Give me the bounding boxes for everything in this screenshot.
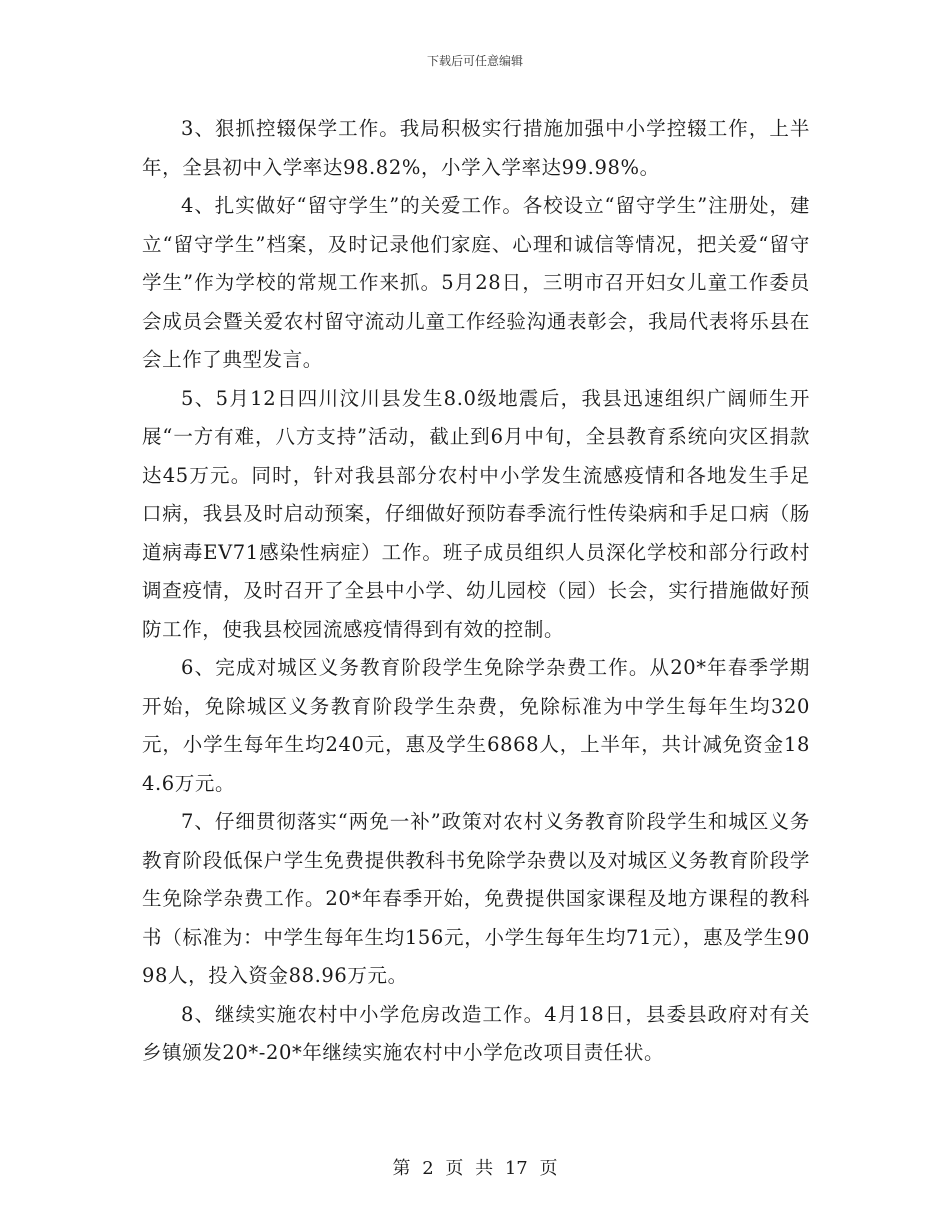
- header-note: 下载后可任意编辑: [426, 54, 523, 68]
- paragraph-item-5: 5、5月12日四川汶川县发生8.0级地震后，我县迅速组织广阔师生开展“一方有难，八方支持”活动，截止到6月中旬，全县教育系统向灾区捐款达45万元。同时，针对我县部分农村中小学发生流感疫情和各地发生手足口病，我县及时启动预案，仔细做好预防春季流行性传染病和手足口病（肠道病毒EV71感染性病症）工作。班子成员组织人员深化学校和部分行政村调查疫情，及时召开了全县中小学、幼儿园校（园）长会，实行措施做好预防工作，使我县校园流感疫情得到有效的控制。: [142, 386, 810, 641]
- paragraph-item-3: 3、狠抓控辍保学工作。我局积极实行措施加强中小学控辍工作，上半年，全县初中入学率达98.82%，小学入学率达99.98%。: [142, 117, 810, 179]
- paragraph-item-4: 4、扎实做好“留守学生”的关爱工作。各校设立“留守学生”注册处，建立“留守学生”档案，及时记录他们家庭、心理和诚信等情况，把关爱“留守学生”作为学校的常规工作来抓。5月28日，三明市召开妇女儿童工作委员会成员会暨关爱农村留守流动儿童工作经验沟通表彰会，我局代表将乐县在会上作了典型发言。: [142, 194, 810, 371]
- document-body: [142, 110, 810, 1073]
- paragraph-item-7: 7、仔细贯彻落实“两免一补”政策对农村义务教育阶段学生和城区义务教育阶段低保户学生免费提供教科书免除学杂费以及对城区义务教育阶段学生免除学杂费工作。20*年春季开始，免费提供国家课程及地方课程的教科书（标准为：中学生每年生均156元，小学生每年生均71元），惠及学生9098人，投入资金88.96万元。: [142, 810, 810, 987]
- paragraph-item-8: 8、继续实施农村中小学危房改造工作。4月18日，县委县政府对有关乡镇颁发20*-20*年继续实施农村中小学危改项目责任状。: [142, 1002, 810, 1064]
- page-number-footer: 第 2 页 共 17 页: [392, 1158, 558, 1179]
- paragraph-item-6: 6、完成对城区义务教育阶段学生免除学杂费工作。从20*年春季学期开始，免除城区义务教育阶段学生杂费，免除标准为中学生每年生均320元，小学生每年生均240元，惠及学生6868人，上半年，共计减免资金184.6万元。: [142, 656, 810, 795]
